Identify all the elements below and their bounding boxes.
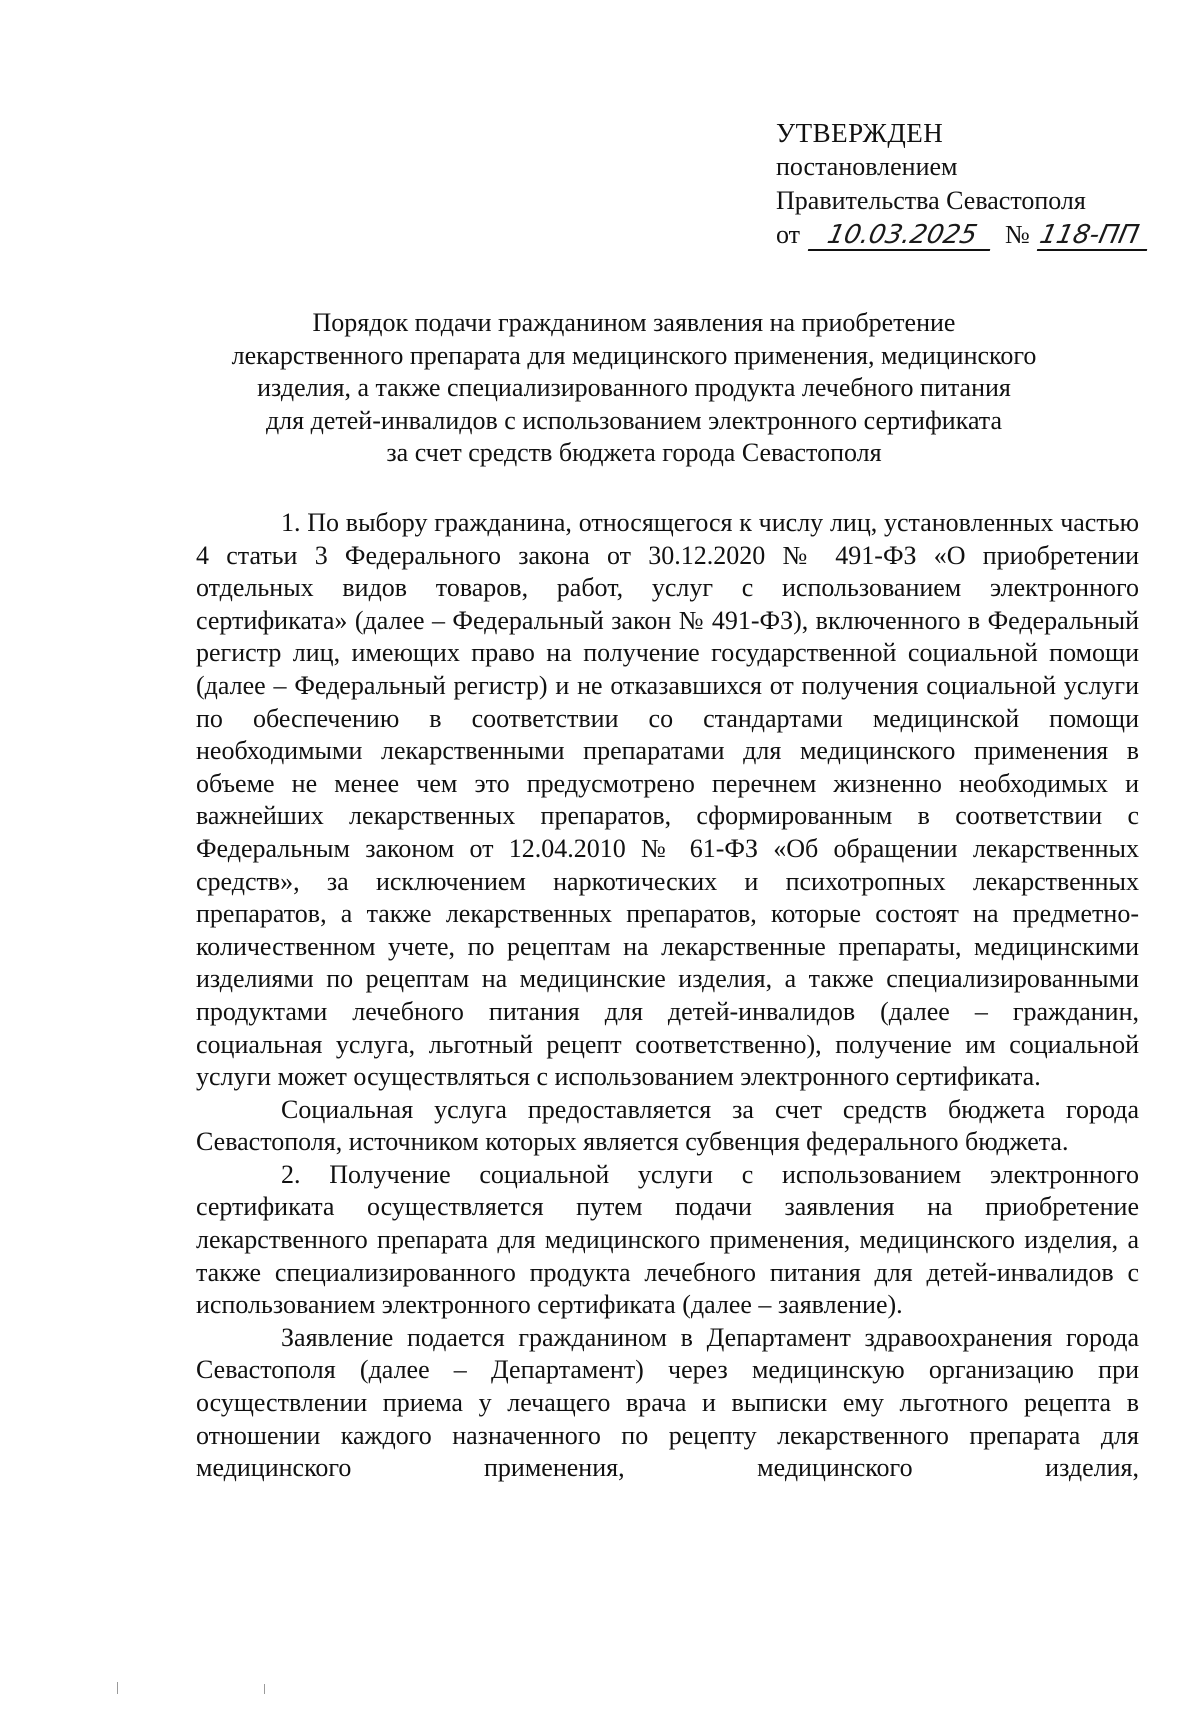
approval-line-resolution: постановлением bbox=[776, 152, 958, 181]
scan-artifact bbox=[117, 1682, 118, 1694]
paragraph-2: Социальная услуга предоставляется за счет средств бюджета города Севастополя, источником которых является субвенция федерального бюджета. bbox=[196, 1094, 1139, 1157]
title-line: Порядок подачи гражданином заявления на приобретение bbox=[312, 308, 956, 337]
title-line: для детей-инвалидов с использованием электронного сертификата bbox=[265, 405, 1003, 435]
paragraph-4: Заявление подается гражданином в Департамент здравоохранения города Севастополя (далее – Департамент) через медицинскую организацию при осуществлении приема у лечащего врача и выписки ему льготного рецепта в отношении каждого назначенного по рецепту лекарственного препарата для медицинского применения, медицинского изделия, bbox=[196, 1322, 1139, 1483]
approval-block bbox=[776, 116, 1176, 252]
approval-line-government: Правительства Севастополя bbox=[776, 186, 1086, 215]
handwritten-date: 10.03.2025 bbox=[807, 221, 995, 251]
document-body bbox=[196, 507, 1139, 1485]
document-title bbox=[198, 307, 1070, 470]
paragraph-3: 2. Получение социальной услуги с использованием электронного сертификата осуществляется путем подачи заявления на приобретение лекарственного препарата для медицинского применения, медицинского изделия, а также специализированного продукта лечебного питания для детей-инвалидов с использованием электронного сертификата (далее – заявление). bbox=[196, 1159, 1139, 1320]
from-label: от bbox=[776, 220, 801, 249]
approval-title: УТВЕРЖДЕН bbox=[776, 118, 944, 148]
title-line: лекарственного препарата для медицинского применения, медицинского bbox=[231, 340, 1037, 370]
scan-artifact bbox=[264, 1684, 265, 1694]
number-label: № bbox=[1005, 220, 1030, 249]
title-line: за счет средств бюджета города Севастополя bbox=[386, 438, 882, 467]
title-line: изделия, а также специализированного продукта лечебного питания bbox=[257, 373, 1011, 402]
paragraph-1: 1. По выбору гражданина, относящегося к числу лиц, установленных частью 4 статьи 3 Федерального закона от 30.12.2020 № 491-ФЗ «О приобретении отдельных видов товаров, работ, услуг с использованием электронного сертификата» (далее – Федеральный закон № 491-ФЗ), включенного в Федеральный регистр лиц, имеющих право на получение государственной социальной помощи (далее – Федеральный регистр) и не отказавшихся от получения социальной услуги по обеспечению в соответствии со стандартами медицинской помощи необходимыми лекарственными препаратами для медицинского применения в объеме не менее чем это предусмотрено перечнем жизненно необходимых и важнейших лекарственных препаратов, сформированным в соответствии с Федеральным законом от 12.04.2010 № 61-ФЗ «Об обращении лекарственных средств», за исключением наркотических и психотропных лекарственных препаратов, а также лекарственных препаратов, которые состоят на предметно-количественном учете, по рецептам на лекарственные препараты, медицинскими изделиями по рецептам на медицинские изделия, а также специализированными продуктами лечебного питания для детей-инвалидов (далее – гражданин, социальная услуга, льготный рецепт соответственно), получение им социальной услуги может осуществляться с использованием электронного сертификата. bbox=[196, 508, 1139, 1092]
handwritten-number: 118-ПП bbox=[1037, 221, 1153, 251]
approval-date-number-line bbox=[776, 218, 1176, 252]
